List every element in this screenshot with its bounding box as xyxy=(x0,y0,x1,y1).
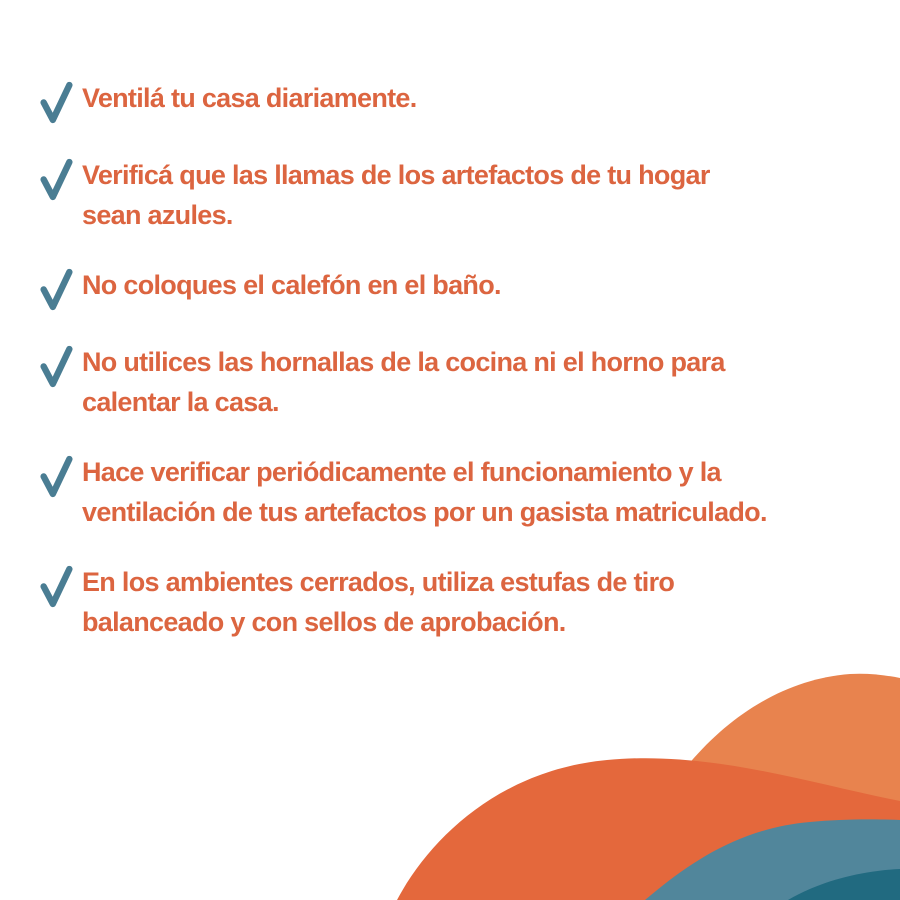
checkmark-icon xyxy=(40,344,73,389)
checklist-item-5 xyxy=(40,452,864,532)
checklist-line: sean azules. xyxy=(82,200,233,230)
checklist-item-text xyxy=(82,562,674,642)
checkmark-icon xyxy=(40,267,73,312)
checklist-item-3 xyxy=(40,265,864,312)
checklist-line: No coloques el calefón en el baño. xyxy=(82,270,501,300)
checklist-line: En los ambientes cerrados, utiliza estufas de tiro xyxy=(82,567,675,597)
checklist-line: Ventilá tu casa diariamente. xyxy=(82,83,417,113)
checkmark-icon xyxy=(40,157,73,202)
checkmark-icon xyxy=(40,454,73,499)
checklist-item-text xyxy=(82,155,710,235)
checklist-line: calentar la casa. xyxy=(82,387,279,417)
checklist-line: Hace verificar periódicamente el funcionamiento y la xyxy=(82,457,721,487)
checklist-line: ventilación de tus artefactos por un gasista matriculado. xyxy=(82,497,767,527)
checklist-item-text xyxy=(82,265,501,305)
checklist-line: Verificá que las llamas de los artefactos de tu hogar xyxy=(82,160,710,190)
checkmark-icon xyxy=(40,564,73,609)
checklist-line: No utilices las hornallas de la cocina ni el horno para xyxy=(82,347,725,377)
checklist-item-text xyxy=(82,78,417,118)
checklist-item-2 xyxy=(40,155,864,235)
checkmark-icon xyxy=(40,80,73,125)
checklist-item-4 xyxy=(40,342,864,422)
checklist-item-6 xyxy=(40,562,864,642)
checklist-item-1 xyxy=(40,78,864,125)
checklist-line: balanceado y con sellos de aprobación. xyxy=(82,607,566,637)
checklist-item-text xyxy=(82,452,767,532)
checklist-item-text xyxy=(82,342,725,422)
